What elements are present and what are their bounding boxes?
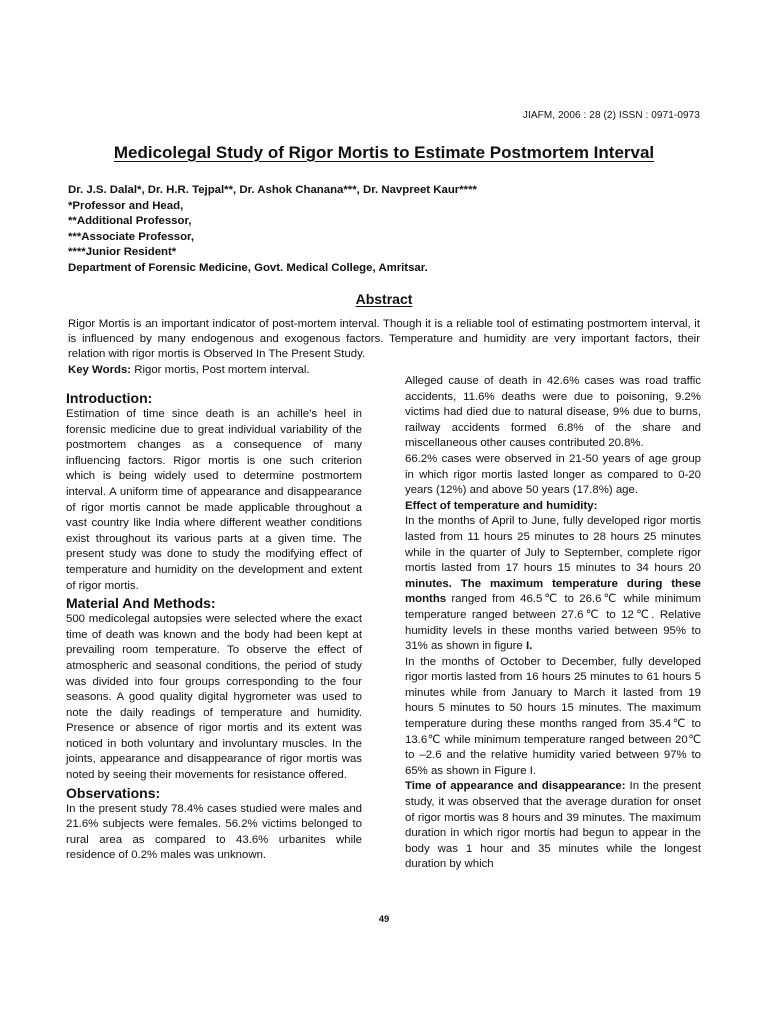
cause-of-death-paragraph: Alleged cause of death in 42.6% cases was road traffic accidents, 11.6% deaths were due to poisoning, 9.2% victims had died due to natural disease, 9% due to burns, railway accidents formed 6.8% of the share and miscellaneous other causes contributed 20.8%. <box>405 375 701 450</box>
appearance-text: In the present study, it was observed that the average duration for onset of rigor mortis was 8 hours and 39 minutes. The maximum duration in which rigor mortis had begun to appear in the body was 1 hour and 35 minutes while the longest duration by which <box>405 780 701 871</box>
journal-reference: JIAFM, 2006 : 28 (2) ISSN : 0971-0973 <box>522 110 700 121</box>
keywords-label: Key Words: <box>68 363 132 376</box>
department: Department of Forensic Medicine, Govt. Medical College, Amritsar. <box>68 261 428 274</box>
april-september-text-bold: minutes. The maximum temperature during these months <box>405 577 701 606</box>
introduction-heading: Introduction: <box>66 390 153 406</box>
figure-reference: I. <box>525 640 533 653</box>
affiliation-additional-professor: **Additional Professor, <box>68 215 192 228</box>
affiliation-junior-resident: ****Junior Resident* <box>68 246 177 259</box>
left-column <box>66 389 362 864</box>
keywords-text: Rigor mortis, Post mortem interval. <box>131 363 310 376</box>
affiliation-associate-professor: ***Associate Professor, <box>68 230 194 243</box>
methods-heading: Material And Methods: <box>66 595 216 612</box>
page-number: 49 <box>378 914 390 925</box>
april-september-paragraph <box>405 514 701 654</box>
abstract-text: Rigor Mortis is an important indicator of post-mortem interval. Though it is a reliable tool of estimating postmortem interval, it is influenced by many endogenous and exogenous factors. Temperature and humidity are very important factors, their relation with rigor mortis is Observed In The Present Study. <box>68 318 700 361</box>
april-september-text-b: ranged from 46.5℃ to 26.6℃ while minimum temperature ranged between 27.6℃ to 12℃. Relative humidity levels in these months varied between 95% to 31% as shown in figure <box>405 593 701 653</box>
appearance-heading: Time of appearance and disappearance: <box>405 780 626 793</box>
methods-text: 500 medicolegal autopsies were selected where the exact time of death was known and the body had been kept at prevailing room temperature. To observe the effect of atmospheric and seasonal conditions, the period of study was divided into four groups corresponding to the four seasons. A good quality digital hygrometer was used to note the daily readings of temperature and humidity. Presence or absence of rigor mortis and its extent was noticed in both voluntary and involuntary muscles. In the joints, appearance and disappearance of rigor mortis was noted by seeing their movements for resistance offered. <box>66 613 362 782</box>
appearance-paragraph <box>405 779 701 873</box>
observations-text: In the present study 78.4% cases studied were males and 21.6% subjects were females. 56.2% victims belonged to rural area as compared to 43.6% urbanites while residence of 0.2% males was unknown. <box>66 802 362 862</box>
age-group-paragraph: 66.2% cases were observed in 21-50 years of age group in which rigor mortis lasted longer as compared to 0-20 years (12%) and above 50 years (17.8%) age. <box>405 452 701 497</box>
introduction-text: Estimation of time since death is an achille’s heel in forensic medicine due to great individual variability of the postmortem changes as a consequence of many influencing factors. Rigor mortis is one such criterion which is being widely used to determine postmortem interval. A uniform time of appearance and disappearance of rigor mortis cannot be made applicable throughout a vast country like India where different weather conditions exist throughout its various parts at a given time. The present study was done to study the modifying effect of temperature and humidity on the development and extent of rigor mortis. <box>66 408 362 592</box>
paper-title: Medicolegal Study of Rigor Mortis to Estimate Postmortem Interval <box>113 143 655 162</box>
april-september-text-a: In the months of April to June, fully developed rigor mortis lasted from 11 hours 25 minutes to 28 hours 25 minutes while in the quarter of July to September, complete rigor mortis lasted from 17 hours 15 minutes to 34 hours 20 <box>405 515 701 575</box>
author-block <box>68 183 477 277</box>
author-names: Dr. J.S. Dalal*, Dr. H.R. Tejpal**, Dr. Ashok Chanana***, Dr. Navpreet Kaur**** <box>68 184 477 196</box>
observations-heading: Observations: <box>66 784 161 801</box>
abstract-heading: Abstract <box>355 291 413 307</box>
october-march-paragraph: In the months of October to December, fully developed rigor mortis lasted from 16 hours 25 minutes to 61 hours 5 minutes while from January to March it lasted from 19 hours 5 minutes to 50 hours 15 minutes. The maximum temperature during these months ranged from 35.4℃ to 13.6℃ while minimum temperature ranged between 20℃ to –2.6 and the relative humidity varied between 97% to 65% as shown in Figure I. <box>405 655 701 777</box>
right-column <box>405 374 701 873</box>
abstract-body <box>68 317 700 378</box>
affiliation-professor: *Professor and Head, <box>68 199 184 212</box>
temperature-humidity-heading: Effect of temperature and humidity: <box>405 499 598 512</box>
